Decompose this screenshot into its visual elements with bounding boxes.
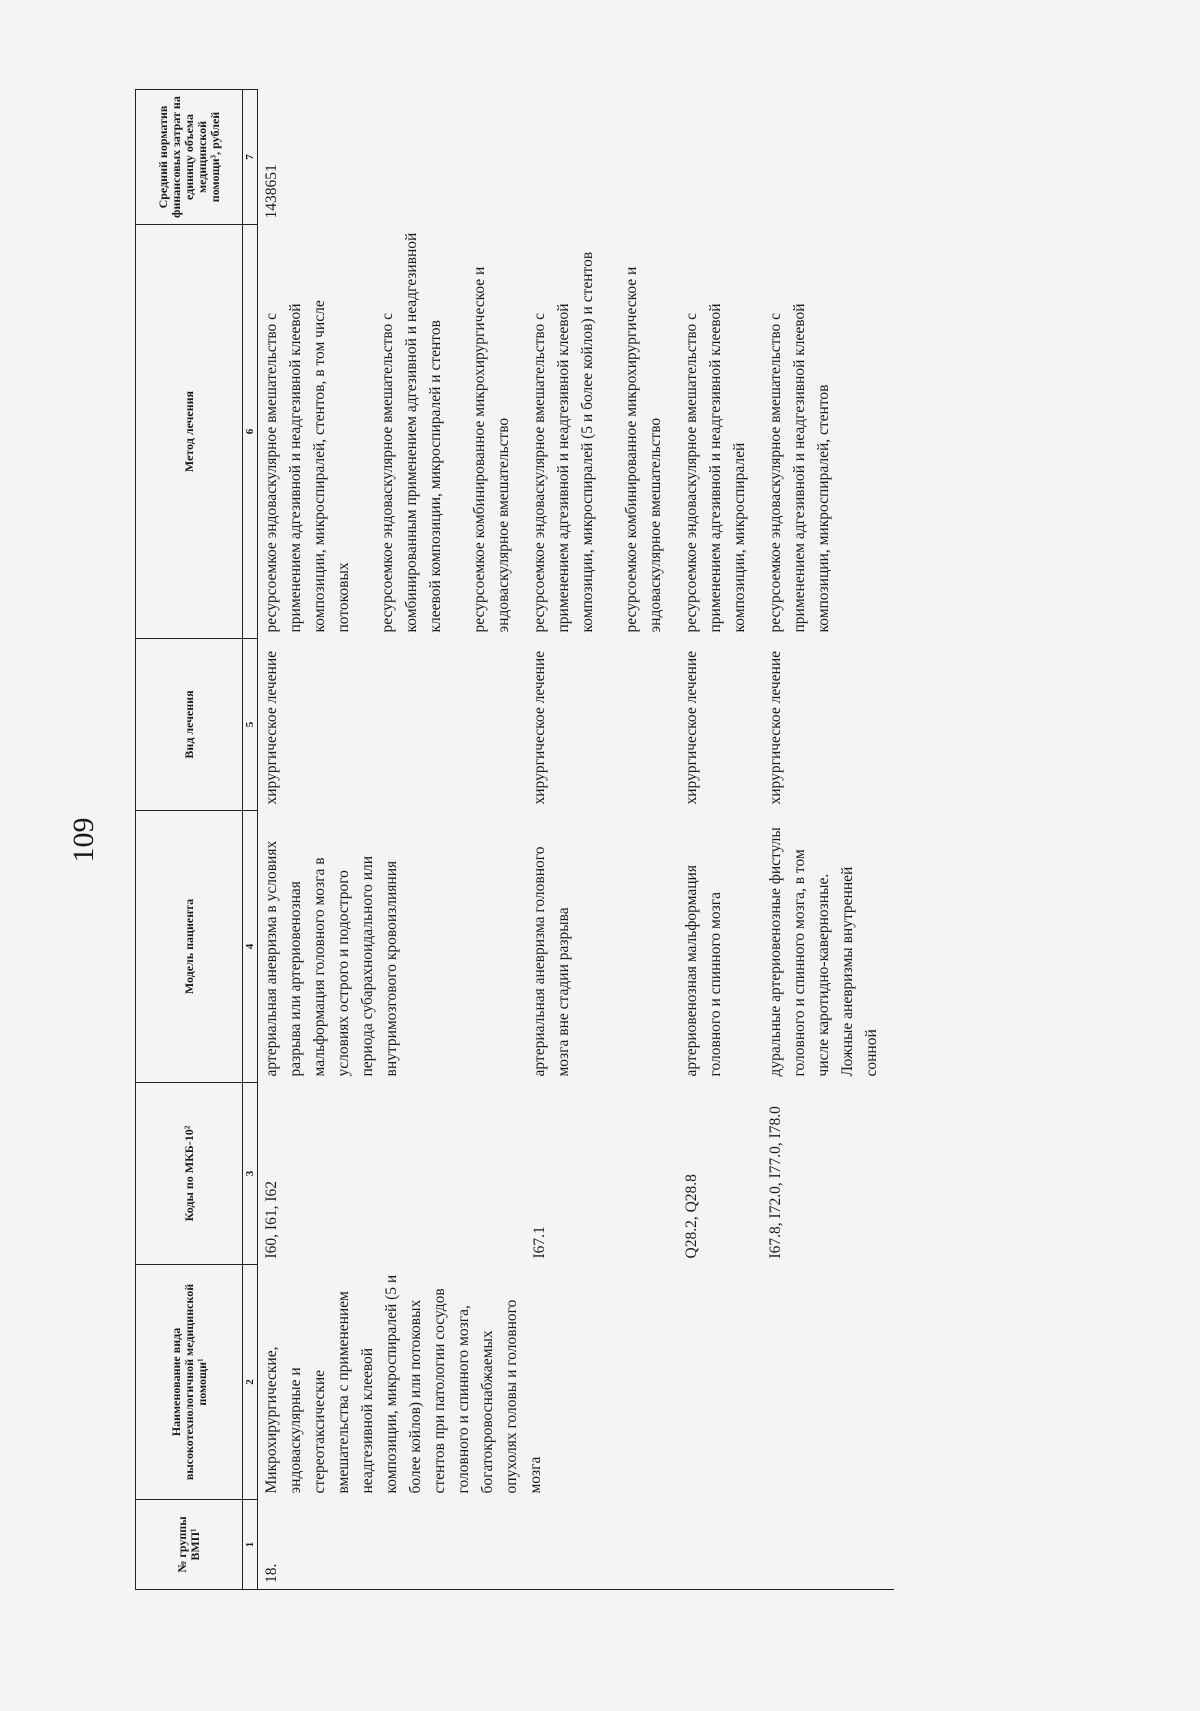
cost-cell: 1438651	[263, 164, 280, 219]
column-number: 3	[243, 1083, 258, 1265]
header-icd-codes: Коды по МКБ-10²	[136, 1083, 243, 1265]
icd-codes-cell: I67.1	[531, 1226, 548, 1259]
page-number: 109	[67, 817, 100, 863]
patient-model-cell: артериовенозная мальформация головного и спинного мозга	[683, 865, 724, 1077]
icd-codes-cell: Q28.2, Q28.8	[683, 1174, 700, 1259]
method-text: ресурсоемкое комбинированное микрохирургическое и эндоваскулярное вмешательство	[471, 266, 512, 633]
method-text: ресурсоемкое эндоваскулярное вмешательство с комбинированным применением адгезивной и неадгезивной клеевой композиции, микроспиралей и стентов	[379, 232, 444, 633]
header-vmp-name: Наименование вида высокотехнологичной медицинской помощи¹	[136, 1265, 243, 1500]
column-number: 4	[243, 811, 258, 1083]
vmp-table	[135, 89, 894, 1590]
method-text: ресурсоемкое эндоваскулярное вмешательство с применением адгезивной и неадгезивной клеевой композиции, микроспиралей, стентов	[767, 303, 832, 633]
treatment-method-cell	[258, 225, 527, 639]
column-number: 1	[243, 1500, 258, 1590]
header-treatment-method: Метод лечения	[136, 225, 243, 639]
header-cost-standard: Средний норматив финансовых затрат на единицу объема медицинской помощи³, рублей	[136, 90, 243, 225]
method-text: ресурсоемкое эндоваскулярное вмешательство с применением адгезивной и неадгезивной клеевой композиции, микроспиралей, стентов, в том числе потоковых	[263, 300, 352, 633]
treatment-type-cell: хирургическое лечение	[531, 651, 548, 805]
vmp-name-cell: Микрохирургические, эндоваскулярные и стереотаксические вмешательства с применением неадгезивной клеевой композиции, микроспиралей (5 и более койлов) или потоковых стентов при патологии сосудов головного и спинного мозга, богатокровоснабжаемых опухолях головы и головного мозга	[263, 1274, 544, 1494]
group-number-cell: 18.	[258, 1500, 895, 1590]
header-patient-model: Модель пациента	[136, 811, 243, 1083]
header-treatment-type: Вид лечения	[136, 639, 243, 811]
column-number: 5	[243, 639, 258, 811]
column-number: 7	[243, 90, 258, 225]
column-number: 2	[243, 1265, 258, 1500]
rotated-document-page	[55, 90, 1055, 1590]
header-group-number: № группы ВМП¹	[136, 1500, 243, 1590]
patient-model-cell: артериальная аневризма в условиях разрыва или артериовенозная мальформация головного мозга в условиях острого и подострого периода субарахноидального или внутримозгового кровоизлияния	[263, 840, 400, 1077]
column-number-row	[243, 90, 258, 1590]
treatment-method-cell	[678, 225, 762, 639]
treatment-type-cell: хирургическое лечение	[767, 651, 784, 805]
icd-codes-cell: I67.8, I72.0, I77.0, I78.0	[767, 1106, 784, 1259]
patient-model-cell: артериальная аневризма головного мозга вне стадии разрыва	[531, 846, 572, 1077]
method-text: ресурсоемкое комбинированное микрохирургическое и эндоваскулярное вмешательство	[623, 266, 664, 633]
icd-codes-cell: I60, I61, I62	[263, 1181, 280, 1259]
treatment-method-cell	[526, 225, 678, 639]
patient-model-cell: дуральные артериовенозные фистулы головного и спинного мозга, в том числе каротидно-кавернозные. Ложные аневризмы внутренней сонной	[767, 827, 880, 1077]
method-text: ресурсоемкое эндоваскулярное вмешательство с применением адгезивной и неадгезивной клеевой композиции, микроспиралей	[683, 303, 748, 633]
header-row	[136, 90, 243, 1590]
treatment-type-cell: хирургическое лечение	[263, 651, 280, 805]
method-text: ресурсоемкое эндоваскулярное вмешательство с применением адгезивной и неадгезивной клеевой композиции, микроспиралей (5 и более койлов) и стентов	[531, 251, 596, 633]
treatment-type-cell: хирургическое лечение	[683, 651, 700, 805]
column-number: 6	[243, 225, 258, 639]
treatment-method-cell	[762, 225, 894, 639]
table-row	[258, 90, 527, 1590]
